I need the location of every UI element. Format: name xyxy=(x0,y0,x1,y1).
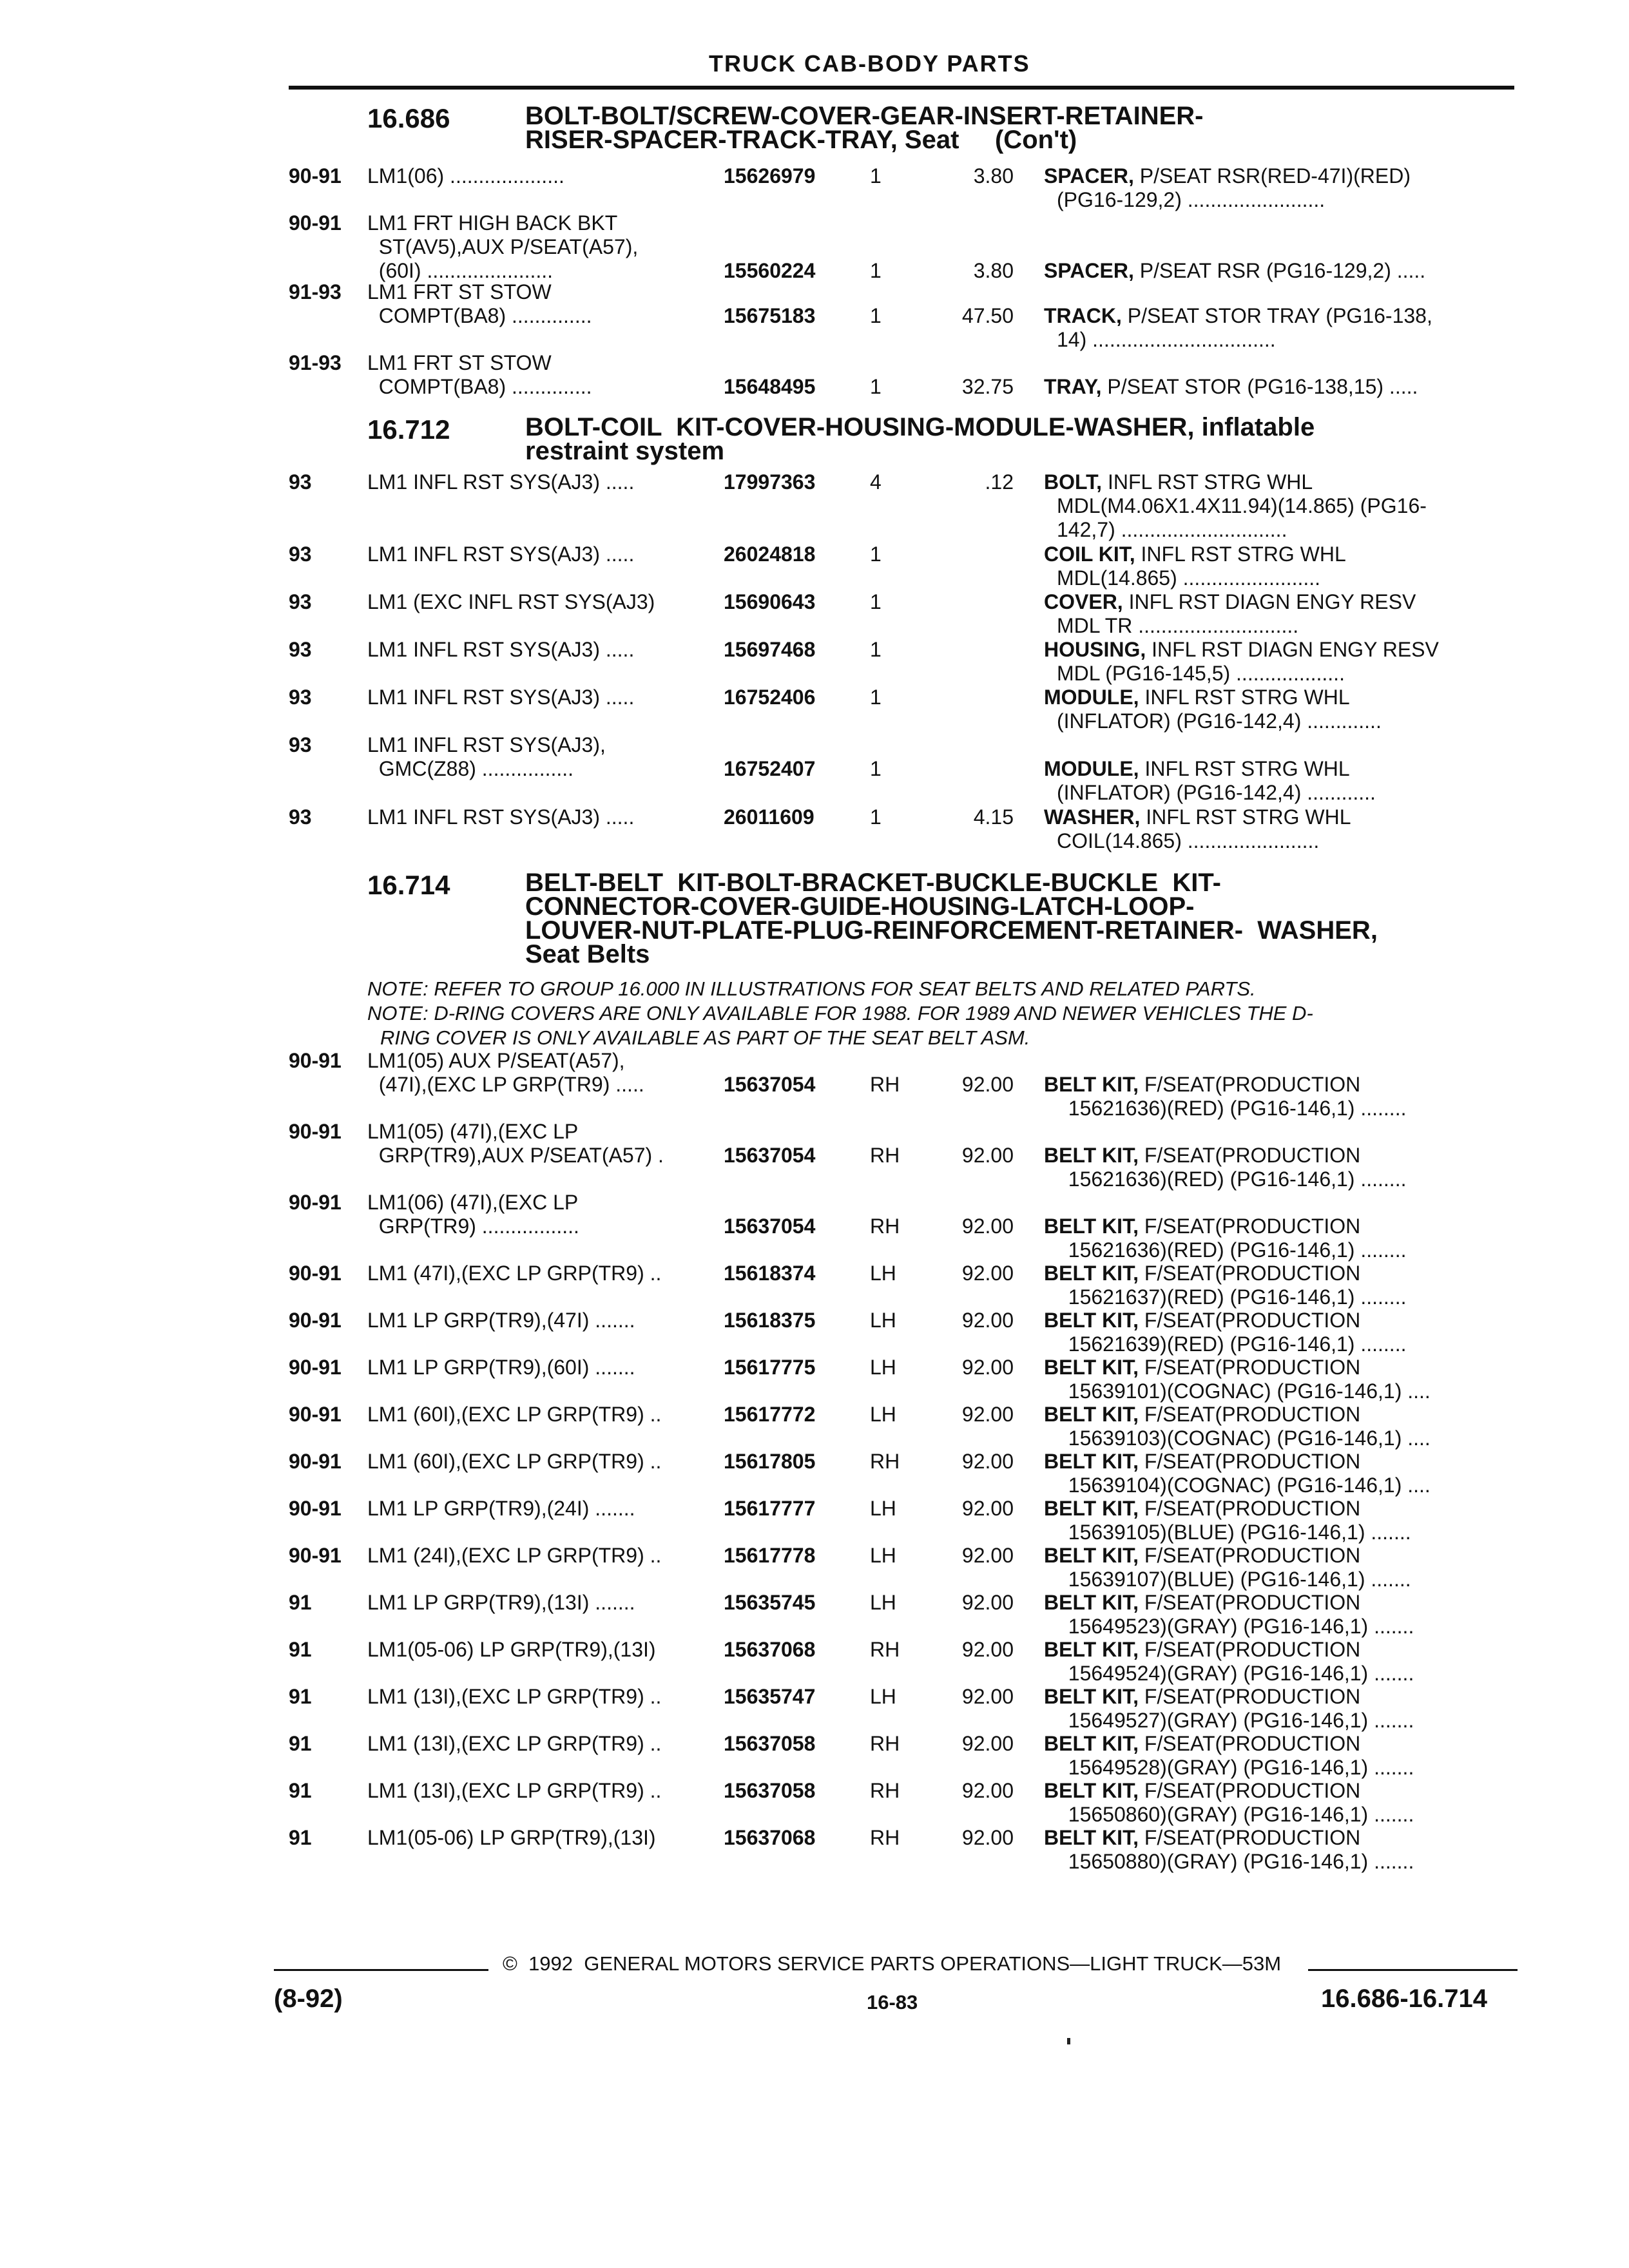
part-number: 26011609 xyxy=(724,805,815,829)
description-line xyxy=(1044,1544,1360,1568)
part-number: 15626979 xyxy=(724,164,816,187)
model-year: 91 xyxy=(289,1685,312,1708)
description-line xyxy=(1044,1685,1360,1709)
part-name: BELT KIT, xyxy=(1044,1497,1139,1520)
part-number: 15635745 xyxy=(724,1591,816,1614)
price: 92.00 xyxy=(961,1497,1014,1520)
part-name: BELT KIT, xyxy=(1044,1732,1139,1755)
part-number: 26024818 xyxy=(724,543,816,566)
description-text: INFL RST STRG WHL xyxy=(1139,757,1350,780)
part-name: BOLT, xyxy=(1044,470,1103,494)
quantity: LH xyxy=(870,1309,896,1332)
description-text: F/SEAT(PRODUCTION xyxy=(1138,1732,1361,1755)
price: 92.00 xyxy=(961,1779,1014,1802)
description-continuation: 15621636)(RED) (PG16-146,1) ........ xyxy=(1057,1238,1407,1262)
part-name: SPACER, xyxy=(1044,259,1134,282)
model-year: 93 xyxy=(289,638,312,661)
usage-text: LM1 FRT ST STOW xyxy=(367,351,552,374)
part-number: 15618374 xyxy=(724,1262,816,1285)
description-continuation: 15650860)(GRAY) (PG16-146,1) ....... xyxy=(1057,1803,1414,1826)
parts-row xyxy=(0,351,1629,399)
part-number: 15637058 xyxy=(724,1779,816,1802)
usage-text: COMPT(BA8) .............. xyxy=(367,304,592,327)
usage-text: LM1 (60I),(EXC LP GRP(TR9) .. xyxy=(367,1403,662,1426)
page-title: TRUCK CAB-BODY PARTS xyxy=(709,50,1030,77)
description-text: P/SEAT RSR(RED-47I)(RED) xyxy=(1133,164,1411,187)
model-year: 91-93 xyxy=(289,280,342,303)
description-continuation: (PG16-129,2) ........................ xyxy=(1057,188,1325,211)
description-line xyxy=(1044,757,1350,781)
usage-text: GRP(TR9),AUX P/SEAT(A57) . xyxy=(367,1144,664,1167)
description-continuation: 15639107)(BLUE) (PG16-146,1) ....... xyxy=(1057,1568,1411,1591)
footer-rule xyxy=(274,1969,488,1971)
quantity: 1 xyxy=(870,590,882,613)
price: 47.50 xyxy=(961,304,1014,327)
usage-text: LM1 INFL RST SYS(AJ3) ..... xyxy=(367,686,635,709)
parts-row xyxy=(0,1591,1629,1639)
usage-text: LM1 (EXC INFL RST SYS(AJ3) xyxy=(367,590,655,613)
section-title-line: BELT-BELT KIT-BOLT-BRACKET-BUCKLE-BUCKLE KIT- xyxy=(525,869,1221,897)
description-continuation: 15621636)(RED) (PG16-146,1) ........ xyxy=(1057,1168,1407,1191)
usage-text: LM1(06) (47I),(EXC LP xyxy=(367,1191,579,1214)
part-name: BELT KIT, xyxy=(1044,1309,1139,1332)
part-name: BELT KIT, xyxy=(1044,1591,1139,1614)
quantity: RH xyxy=(870,1215,900,1238)
description-line xyxy=(1044,638,1439,662)
description-text: INFL RST STRG WHL xyxy=(1139,686,1350,709)
part-name: TRACK, xyxy=(1044,304,1122,327)
description-line xyxy=(1044,1591,1360,1615)
description-line xyxy=(1044,1638,1360,1662)
description-text: F/SEAT(PRODUCTION xyxy=(1138,1450,1361,1473)
quantity: RH xyxy=(870,1779,900,1802)
part-number: 15675183 xyxy=(724,304,816,327)
price: 32.75 xyxy=(961,375,1014,398)
description-line xyxy=(1044,470,1313,494)
model-year: 93 xyxy=(289,733,312,756)
model-year: 93 xyxy=(289,590,312,613)
usage-text: LM1 LP GRP(TR9),(13I) ....... xyxy=(367,1591,635,1614)
parts-row xyxy=(0,638,1629,686)
quantity: LH xyxy=(870,1685,896,1708)
model-year: 91 xyxy=(289,1779,312,1802)
part-name: BELT KIT, xyxy=(1044,1450,1139,1473)
model-year: 93 xyxy=(289,470,312,494)
parts-row xyxy=(0,1309,1629,1356)
price: 92.00 xyxy=(961,1309,1014,1332)
description-line xyxy=(1044,164,1411,188)
usage-text: LM1 (60I),(EXC LP GRP(TR9) .. xyxy=(367,1450,662,1473)
part-name: HOUSING, xyxy=(1044,638,1146,661)
parts-row xyxy=(0,686,1629,733)
quantity: LH xyxy=(870,1497,896,1520)
part-number: 15648495 xyxy=(724,375,816,398)
description-continuation: 142,7) ............................. xyxy=(1057,518,1287,541)
parts-row xyxy=(0,733,1629,804)
part-number: 16752407 xyxy=(724,757,816,780)
part-number: 15560224 xyxy=(724,259,816,282)
usage-text: LM1 (13I),(EXC LP GRP(TR9) .. xyxy=(367,1779,662,1802)
description-continuation: 15639101)(COGNAC) (PG16-146,1) .... xyxy=(1057,1379,1431,1403)
part-name: BELT KIT, xyxy=(1044,1685,1139,1708)
parts-row xyxy=(0,1685,1629,1733)
model-year: 90-91 xyxy=(289,1191,342,1214)
description-continuation: 15650880)(GRAY) (PG16-146,1) ....... xyxy=(1057,1850,1414,1873)
model-year: 90-91 xyxy=(289,1403,342,1426)
usage-text: ST(AV5),AUX P/SEAT(A57), xyxy=(367,235,639,258)
footer-page-number: 16-83 xyxy=(867,1991,918,2013)
description-line xyxy=(1044,1732,1360,1756)
description-line xyxy=(1044,1356,1360,1379)
quantity: RH xyxy=(870,1826,900,1849)
parts-row xyxy=(0,1049,1629,1120)
footer-section-range: 16.686-16.714 xyxy=(1321,1984,1488,2013)
description-continuation: 15649528)(GRAY) (PG16-146,1) ....... xyxy=(1057,1756,1414,1779)
quantity: 4 xyxy=(870,470,882,494)
quantity: RH xyxy=(870,1144,900,1167)
usage-text: LM1 INFL RST SYS(AJ3) ..... xyxy=(367,543,635,566)
description-line xyxy=(1044,1262,1360,1285)
part-number: 15637068 xyxy=(724,1826,816,1849)
quantity: LH xyxy=(870,1403,896,1426)
part-name: BELT KIT, xyxy=(1044,1144,1139,1167)
description-continuation: MDL(M4.06X1.4X11.94)(14.865) (PG16- xyxy=(1057,494,1427,517)
model-year: 93 xyxy=(289,543,312,566)
part-number: 15697468 xyxy=(724,638,816,661)
usage-text: LM1 INFL RST SYS(AJ3) ..... xyxy=(367,805,635,829)
description-text: F/SEAT(PRODUCTION xyxy=(1138,1826,1361,1849)
section-title-line: BOLT-BOLT/SCREW-COVER-GEAR-INSERT-RETAINER- xyxy=(525,102,1204,130)
quantity: 1 xyxy=(870,375,882,398)
description-line xyxy=(1044,686,1350,709)
price: 92.00 xyxy=(961,1262,1014,1285)
description-continuation: 15639103)(COGNAC) (PG16-146,1) .... xyxy=(1057,1427,1431,1450)
section-title-line: restraint system xyxy=(525,437,725,465)
description-continuation: MDL (PG16-145,5) ................... xyxy=(1057,662,1345,685)
part-name: COVER, xyxy=(1044,590,1123,613)
description-line xyxy=(1044,1073,1360,1097)
description-line xyxy=(1044,1779,1360,1803)
parts-row xyxy=(0,470,1629,542)
usage-text: LM1 FRT HIGH BACK BKT xyxy=(367,211,618,235)
price: 92.00 xyxy=(961,1403,1014,1426)
section-number: 16.714 xyxy=(367,870,450,900)
part-name: MODULE, xyxy=(1044,686,1139,709)
price: 3.80 xyxy=(973,259,1014,282)
part-number: 15637058 xyxy=(724,1732,816,1755)
model-year: 93 xyxy=(289,686,312,709)
footer-rule xyxy=(1308,1969,1518,1971)
part-number: 15637054 xyxy=(724,1144,816,1167)
quantity: 1 xyxy=(870,304,882,327)
price: 92.00 xyxy=(961,1215,1014,1238)
part-name: BELT KIT, xyxy=(1044,1215,1139,1238)
usage-text: LM1 (13I),(EXC LP GRP(TR9) .. xyxy=(367,1685,662,1708)
part-name: SPACER, xyxy=(1044,164,1134,187)
description-line xyxy=(1044,1450,1360,1474)
description-continuation: 15649524)(GRAY) (PG16-146,1) ....... xyxy=(1057,1662,1414,1685)
description-continuation: MDL(14.865) ........................ xyxy=(1057,566,1321,590)
usage-text: LM1(06) .................... xyxy=(367,164,564,187)
description-text: P/SEAT STOR TRAY (PG16-138, xyxy=(1121,304,1432,327)
part-name: BELT KIT, xyxy=(1044,1262,1139,1285)
part-name: TRAY, xyxy=(1044,375,1102,398)
usage-text: LM1(05) AUX P/SEAT(A57), xyxy=(367,1049,625,1072)
usage-text: LM1 INFL RST SYS(AJ3) ..... xyxy=(367,470,635,494)
description-line xyxy=(1044,1403,1360,1427)
description-line xyxy=(1044,375,1418,399)
description-continuation: MDL TR ............................ xyxy=(1057,614,1299,637)
model-year: 93 xyxy=(289,805,312,829)
quantity: RH xyxy=(870,1450,900,1473)
footer-copyright: © 1992 GENERAL MOTORS SERVICE PARTS OPERATIONS—LIGHT TRUCK—53M xyxy=(503,1952,1282,1975)
description-text: INFL RST STRG WHL xyxy=(1140,805,1351,829)
quantity: 1 xyxy=(870,686,882,709)
model-year: 91 xyxy=(289,1638,312,1661)
parts-row xyxy=(0,543,1629,590)
model-year: 90-91 xyxy=(289,1262,342,1285)
parts-row xyxy=(0,805,1629,853)
part-name: BELT KIT, xyxy=(1044,1779,1139,1802)
usage-text: LM1 (13I),(EXC LP GRP(TR9) .. xyxy=(367,1732,662,1755)
usage-text: (47I),(EXC LP GRP(TR9) ..... xyxy=(367,1073,644,1096)
part-name: BELT KIT, xyxy=(1044,1638,1139,1661)
parts-row xyxy=(0,1638,1629,1686)
model-year: 90-91 xyxy=(289,1309,342,1332)
section-number: 16.686 xyxy=(367,103,450,133)
parts-row xyxy=(0,1732,1629,1780)
model-year: 91 xyxy=(289,1826,312,1849)
price: 92.00 xyxy=(961,1450,1014,1473)
model-year: 90-91 xyxy=(289,1049,342,1072)
description-line xyxy=(1044,1215,1360,1238)
model-year: 90-91 xyxy=(289,164,342,187)
description-text: F/SEAT(PRODUCTION xyxy=(1138,1403,1361,1426)
quantity: LH xyxy=(870,1591,896,1614)
quantity: 1 xyxy=(870,259,882,282)
usage-text: LM1 LP GRP(TR9),(47I) ....... xyxy=(367,1309,635,1332)
description-continuation: 14) ................................ xyxy=(1057,328,1276,351)
usage-text: LM1(05-06) LP GRP(TR9),(13I) xyxy=(367,1638,656,1661)
parts-row xyxy=(0,1262,1629,1309)
description-continuation: 15639105)(BLUE) (PG16-146,1) ....... xyxy=(1057,1521,1411,1544)
part-name: WASHER, xyxy=(1044,805,1141,829)
section-title-line: CONNECTOR-COVER-GUIDE-HOUSING-LATCH-LOOP- xyxy=(525,892,1195,921)
note-line: NOTE: D-RING COVERS ARE ONLY AVAILABLE FOR 1988. FOR 1989 AND NEWER VEHICLES THE D- xyxy=(367,1002,1313,1024)
quantity: LH xyxy=(870,1544,896,1567)
description-line xyxy=(1044,259,1425,283)
parts-row xyxy=(0,1120,1629,1191)
quantity: 1 xyxy=(870,805,882,829)
part-number: 15617778 xyxy=(724,1544,816,1567)
description-text: P/SEAT STOR (PG16-138,15) ..... xyxy=(1101,375,1418,398)
part-name: BELT KIT, xyxy=(1044,1544,1139,1567)
description-continuation: 15621639)(RED) (PG16-146,1) ........ xyxy=(1057,1332,1407,1356)
price: 3.80 xyxy=(973,164,1014,187)
part-name: COIL KIT, xyxy=(1044,543,1135,566)
description-line xyxy=(1044,1144,1360,1168)
parts-row xyxy=(0,164,1629,212)
part-number: 15618375 xyxy=(724,1309,816,1332)
description-line xyxy=(1044,1497,1360,1521)
price: .12 xyxy=(985,470,1014,494)
description-text: F/SEAT(PRODUCTION xyxy=(1138,1497,1361,1520)
model-year: 90-91 xyxy=(289,1450,342,1473)
price: 92.00 xyxy=(961,1732,1014,1755)
usage-text: LM1 INFL RST SYS(AJ3), xyxy=(367,733,606,756)
price: 92.00 xyxy=(961,1826,1014,1849)
section-title-line: RISER-SPACER-TRACK-TRAY, Seat (Con't) xyxy=(525,126,1077,154)
part-number: 15617805 xyxy=(724,1450,816,1473)
price: 92.00 xyxy=(961,1591,1014,1614)
quantity: RH xyxy=(870,1073,900,1096)
part-name: BELT KIT, xyxy=(1044,1403,1139,1426)
description-text: INFL RST DIAGN ENGY RESV xyxy=(1123,590,1416,613)
price: 92.00 xyxy=(961,1144,1014,1167)
usage-text: LM1 (24I),(EXC LP GRP(TR9) .. xyxy=(367,1544,662,1567)
model-year: 90-91 xyxy=(289,1544,342,1567)
section-number: 16.712 xyxy=(367,414,450,445)
parts-row xyxy=(0,1356,1629,1403)
description-text: F/SEAT(PRODUCTION xyxy=(1138,1356,1361,1379)
part-number: 15617775 xyxy=(724,1356,816,1379)
part-number: 15617772 xyxy=(724,1403,816,1426)
part-number: 15690643 xyxy=(724,590,816,613)
part-number: 15637054 xyxy=(724,1215,816,1238)
model-year: 91 xyxy=(289,1732,312,1755)
description-continuation: 15649527)(GRAY) (PG16-146,1) ....... xyxy=(1057,1709,1414,1732)
quantity: 1 xyxy=(870,543,882,566)
description-text: F/SEAT(PRODUCTION xyxy=(1138,1215,1361,1238)
parts-row xyxy=(0,1544,1629,1591)
footer-date-code: (8-92) xyxy=(274,1984,343,2013)
description-text: INFL RST STRG WHL xyxy=(1102,470,1313,494)
usage-text: COMPT(BA8) .............. xyxy=(367,375,592,398)
part-number: 16752406 xyxy=(724,686,816,709)
usage-text: LM1 (47I),(EXC LP GRP(TR9) .. xyxy=(367,1262,662,1285)
description-continuation: COIL(14.865) ....................... xyxy=(1057,829,1320,852)
quantity: 1 xyxy=(870,757,882,780)
description-text: F/SEAT(PRODUCTION xyxy=(1138,1779,1361,1802)
part-number: 15637054 xyxy=(724,1073,816,1096)
description-continuation: (INFLATOR) (PG16-142,4) ............ xyxy=(1057,781,1376,804)
description-line xyxy=(1044,543,1346,566)
part-number: 17997363 xyxy=(724,470,816,494)
note-line: NOTE: REFER TO GROUP 16.000 IN ILLUSTRATIONS FOR SEAT BELTS AND RELATED PARTS. xyxy=(367,977,1256,1000)
note-line: RING COVER IS ONLY AVAILABLE AS PART OF THE SEAT BELT ASM. xyxy=(380,1026,1030,1049)
usage-text: LM1(05-06) LP GRP(TR9),(13I) xyxy=(367,1826,656,1849)
section-title-line: BOLT-COIL KIT-COVER-HOUSING-MODULE-WASHER, inflatable xyxy=(525,413,1315,441)
description-text: F/SEAT(PRODUCTION xyxy=(1138,1544,1361,1567)
parts-row xyxy=(0,1497,1629,1544)
part-name: BELT KIT, xyxy=(1044,1073,1139,1096)
quantity: RH xyxy=(870,1638,900,1661)
model-year: 90-91 xyxy=(289,1497,342,1520)
description-continuation: 15639104)(COGNAC) (PG16-146,1) .... xyxy=(1057,1474,1431,1497)
usage-text: GMC(Z88) ................ xyxy=(367,757,574,780)
parts-row xyxy=(0,1826,1629,1874)
usage-text: LM1 LP GRP(TR9),(24I) ....... xyxy=(367,1497,635,1520)
quantity: 1 xyxy=(870,638,882,661)
price: 92.00 xyxy=(961,1073,1014,1096)
parts-row xyxy=(0,280,1629,351)
description-continuation: 15621637)(RED) (PG16-146,1) ........ xyxy=(1057,1285,1407,1309)
description-line xyxy=(1044,805,1351,829)
part-number: 15635747 xyxy=(724,1685,816,1708)
usage-text: LM1(05) (47I),(EXC LP xyxy=(367,1120,579,1143)
quantity: LH xyxy=(870,1356,896,1379)
part-name: BELT KIT, xyxy=(1044,1356,1139,1379)
description-line xyxy=(1044,1826,1360,1850)
description-text: F/SEAT(PRODUCTION xyxy=(1138,1262,1361,1285)
quantity: RH xyxy=(870,1732,900,1755)
parts-row xyxy=(0,1779,1629,1827)
stray-mark xyxy=(1067,2038,1070,2044)
price: 92.00 xyxy=(961,1356,1014,1379)
description-text: INFL RST DIAGN ENGY RESV xyxy=(1146,638,1439,661)
quantity: 1 xyxy=(870,164,882,187)
price: 4.15 xyxy=(973,805,1014,829)
part-number: 15637068 xyxy=(724,1638,816,1661)
model-year: 91-93 xyxy=(289,351,342,374)
part-number: 15617777 xyxy=(724,1497,816,1520)
part-name: BELT KIT, xyxy=(1044,1826,1139,1849)
parts-row xyxy=(0,211,1629,283)
price: 92.00 xyxy=(961,1544,1014,1567)
parts-row xyxy=(0,1191,1629,1262)
description-text: F/SEAT(PRODUCTION xyxy=(1138,1591,1361,1614)
usage-text: LM1 FRT ST STOW xyxy=(367,280,552,303)
parts-row xyxy=(0,590,1629,638)
description-continuation: (INFLATOR) (PG16-142,4) ............. xyxy=(1057,709,1382,733)
price: 92.00 xyxy=(961,1685,1014,1708)
description-line xyxy=(1044,590,1416,614)
parts-row xyxy=(0,1450,1629,1497)
usage-text: GRP(TR9) ................. xyxy=(367,1215,579,1238)
quantity: LH xyxy=(870,1262,896,1285)
section-title-line: LOUVER-NUT-PLATE-PLUG-REINFORCEMENT-RETAINER- WASHER, xyxy=(525,916,1378,945)
model-year: 90-91 xyxy=(289,1120,342,1143)
description-continuation: 15649523)(GRAY) (PG16-146,1) ....... xyxy=(1057,1615,1414,1638)
model-year: 90-91 xyxy=(289,1356,342,1379)
price: 92.00 xyxy=(961,1638,1014,1661)
description-continuation: 15621636)(RED) (PG16-146,1) ........ xyxy=(1057,1097,1407,1120)
usage-text: LM1 INFL RST SYS(AJ3) ..... xyxy=(367,638,635,661)
description-text: F/SEAT(PRODUCTION xyxy=(1138,1073,1361,1096)
parts-row xyxy=(0,1403,1629,1450)
description-text: INFL RST STRG WHL xyxy=(1135,543,1346,566)
usage-text: LM1 LP GRP(TR9),(60I) ....... xyxy=(367,1356,635,1379)
description-text: F/SEAT(PRODUCTION xyxy=(1138,1309,1361,1332)
description-text: P/SEAT RSR (PG16-129,2) ..... xyxy=(1133,259,1426,282)
model-year: 90-91 xyxy=(289,211,342,235)
usage-text: (60I) ...................... xyxy=(367,259,554,282)
model-year: 91 xyxy=(289,1591,312,1614)
description-text: F/SEAT(PRODUCTION xyxy=(1138,1144,1361,1167)
description-line xyxy=(1044,304,1432,328)
description-line xyxy=(1044,1309,1360,1332)
section-title-line: Seat Belts xyxy=(525,940,650,968)
description-text: F/SEAT(PRODUCTION xyxy=(1138,1685,1361,1708)
part-name: MODULE, xyxy=(1044,757,1139,780)
header-rule xyxy=(289,86,1514,90)
description-text: F/SEAT(PRODUCTION xyxy=(1138,1638,1361,1661)
